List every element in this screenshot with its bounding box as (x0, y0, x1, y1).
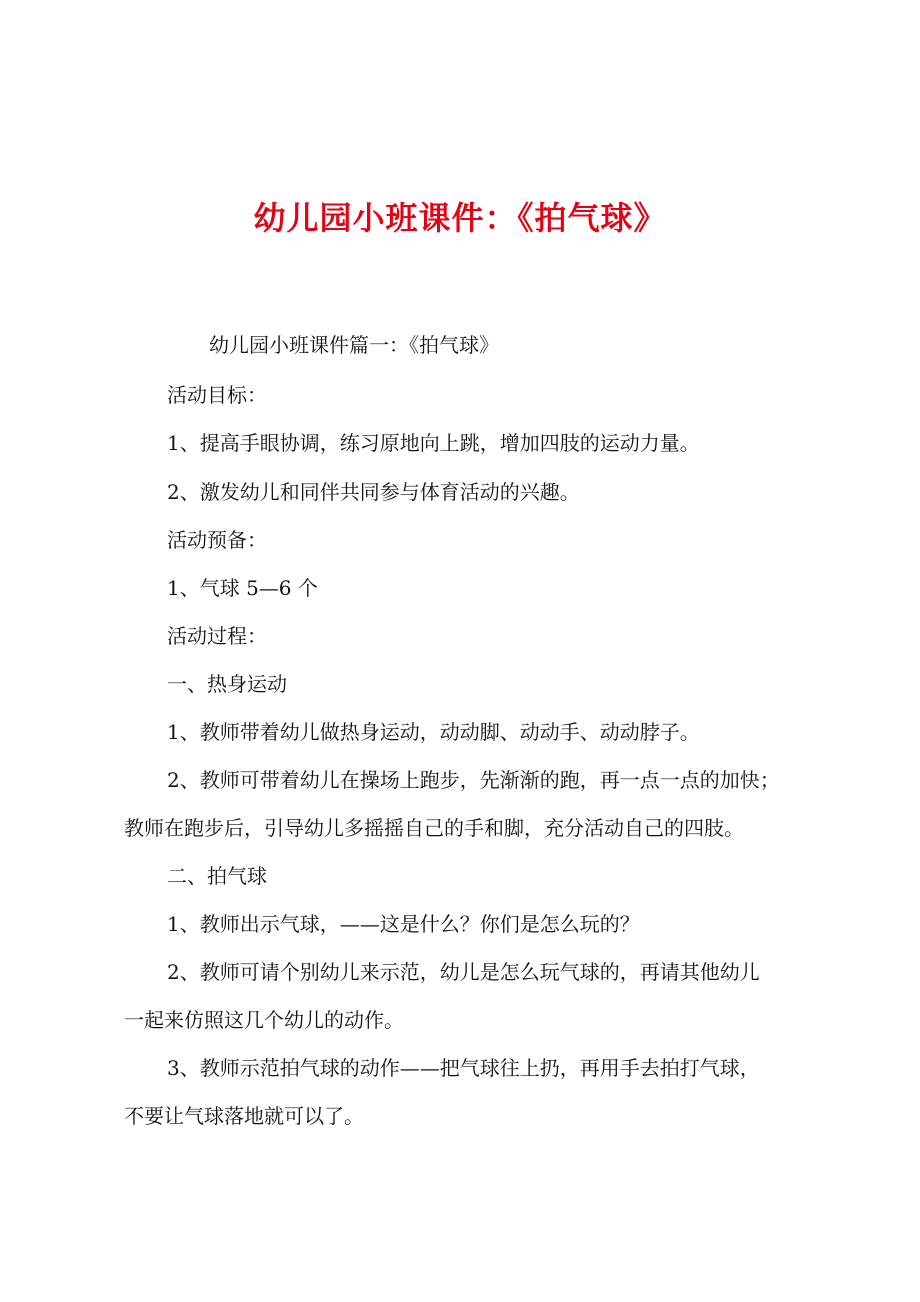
paragraph-line: 二、拍气球 (167, 864, 267, 888)
paragraph-line: 1、气球 5—6 个 (167, 576, 318, 600)
paragraph-line: 2、教师可请个别幼儿来示范，幼儿是怎么玩气球的，再请其他幼儿 (167, 960, 760, 984)
paragraph-line: 3、教师示范拍气球的动作——把气球往上扔，再用手去拍打气球， (167, 1056, 760, 1080)
paragraph-line: 教师在跑步后，引导幼儿多摇摇自己的手和脚，充分活动自己的四肢。 (124, 816, 744, 840)
paragraph-line: 活动过程： (167, 624, 267, 648)
paragraph-line: 活动目标： (167, 383, 267, 407)
paragraph-line: 1、教师出示气球，——这是什么？你们是怎么玩的？ (167, 912, 640, 936)
paragraph-line: 不要让气球落地就可以了。 (124, 1104, 364, 1128)
page-title: 幼儿园小班课件：《拍气球》 (253, 199, 667, 237)
paragraph-line: 1、教师带着幼儿做热身运动，动动脚、动动手、动动脖子。 (167, 720, 700, 744)
paragraph-line: 一、热身运动 (167, 672, 287, 696)
paragraph-line: 2、激发幼儿和同伴共同参与体育活动的兴趣。 (167, 480, 580, 504)
paragraph-line: 活动预备： (167, 528, 267, 552)
paragraph-line: 1、提高手眼协调，练习原地向上跳，增加四肢的运动力量。 (167, 431, 700, 455)
paragraph-line: 一起来仿照这几个幼儿的动作。 (124, 1008, 404, 1032)
section-heading: 幼儿园小班课件篇一：《拍气球》 (209, 333, 499, 357)
paragraph-line: 2、教师可带着幼儿在操场上跑步，先渐渐的跑，再一点一点的加快； (167, 768, 780, 792)
